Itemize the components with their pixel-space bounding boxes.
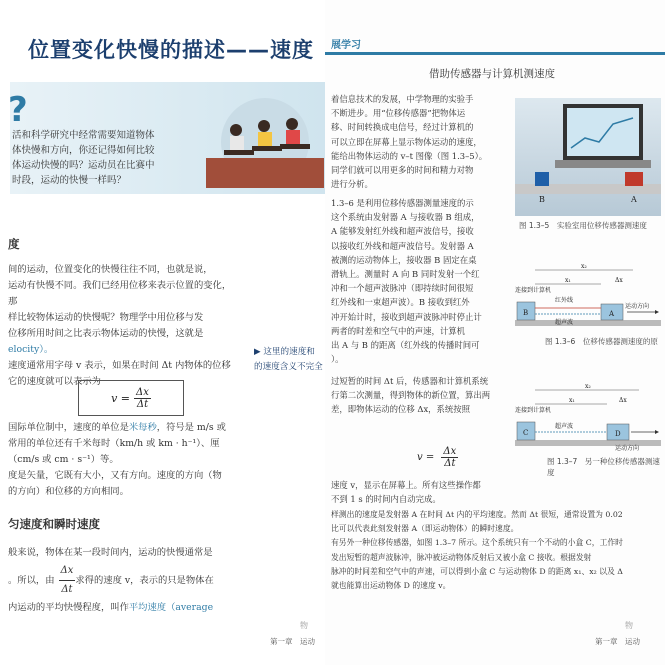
paragraph-3: [331, 374, 507, 417]
text-line: 速度通常用字母 v 表示，如果在时间 Δt 内物体的位移: [8, 360, 231, 371]
text-line: 这个系统由发射器 A 与接收器 B 组成，: [331, 212, 480, 223]
formula-denominator: Δt: [444, 458, 456, 469]
label-c: C: [523, 429, 529, 437]
text-line: 常用的单位还有千米每时（km/h 或 km · h⁻¹）、厘: [8, 438, 220, 449]
text-line: 滑轨上。测量时 A 向 B 同时发射一个红: [331, 269, 480, 280]
text-line: 能给出物体运动的 v–t 图像（图 1.3–5）。: [331, 150, 488, 161]
text-line: 脉冲的时间差和空气中的声速，可以得到小盒 C 与运动物体 D 的距离 x₁、x₂ 以及 Δ: [331, 566, 623, 576]
side-note: [254, 345, 330, 375]
label-x2: x₂: [581, 263, 587, 270]
text-line: 着信息技术的发展，中学物理的实验手: [331, 94, 474, 104]
text-line: 比可以代表此刻发射器 A（即运动物体）的瞬时速度。: [331, 524, 519, 534]
text-line: 差，即物体运动的位移 Δx，系统按照: [331, 404, 471, 415]
text-line: 就也能算出运动物体 D 的速度 v。: [331, 581, 451, 591]
paragraph-4: [331, 478, 521, 506]
figure-caption: 图 1.3–5 实验室用位移传感器测速度: [519, 221, 647, 230]
average-velocity-paragraph: [8, 544, 240, 617]
unit-term: 米每秒: [128, 422, 157, 433]
sprinters-image: [206, 96, 324, 188]
banner-line: 体快慢和方向，你还记得如何比较: [12, 145, 155, 156]
text-line: 度是矢量，它既有大小，又有方向。速度的方向（物: [8, 470, 222, 481]
paragraph-2: [331, 196, 507, 366]
label-d: D: [615, 430, 621, 438]
photo-label-b: B: [539, 195, 545, 204]
label-direction: 运动方向: [625, 303, 650, 310]
watermark: 物: [300, 621, 308, 630]
label-ultrasonic: 超声波: [555, 423, 574, 430]
velocity-formula-right: [417, 446, 458, 469]
label-ultrasonic: 超声波: [555, 319, 574, 326]
label-x1: x₁: [569, 397, 575, 404]
text-line: 间的运动，位置变化的快慢往往不同，也就是说，: [8, 264, 213, 275]
page-footer: 第一章 运动: [270, 637, 315, 646]
watermark: 物: [625, 621, 633, 630]
page-title: 位置变化快慢的描述——速度: [28, 38, 314, 62]
label-dx: Δx: [619, 397, 627, 404]
text-span: 求得的速度 v，表示的只是物体在: [75, 575, 214, 586]
label-computer: 连接到计算机: [515, 287, 552, 294]
text-line: 两者的时差和空气中的声速，计算机: [331, 325, 465, 336]
average-velocity-term: 平均速度: [128, 602, 167, 613]
text-line: 被测的运动物体上，接收器 B 固定在桌: [331, 254, 477, 265]
label-a: A: [609, 310, 615, 318]
formula-denominator: Δt: [136, 398, 149, 410]
text-line: 冲开始计时，接收到超声波脉冲时停止计: [331, 311, 482, 322]
left-page: [0, 0, 332, 665]
figure-caption: 图 1.3–6 位移传感器测速度的原: [545, 337, 658, 346]
text-line: 位移所用时间之比表示物体运动的快慢，这就是: [8, 328, 204, 339]
text-line: 以接收红外线和超声波信号。发射器 A: [331, 240, 474, 251]
banner-text: [12, 128, 180, 188]
text-line: 可以立即在屏幕上显示物体运动的速度，: [331, 136, 482, 147]
velocity-formula: [78, 380, 184, 416]
formula-fraction: [441, 446, 458, 469]
text-line: ）。: [331, 354, 344, 365]
right-page: [325, 0, 665, 665]
fraction-den: Δt: [61, 584, 73, 595]
text-line: 移、时间转换成电信号，经过计算机的: [331, 122, 474, 133]
text-line: 行第二次测量，得到物体的新位置，算出两: [331, 390, 491, 401]
side-note-line: ▶ 这里的速度和: [254, 347, 315, 357]
text-span: 国际单位制中，速度的单位是: [8, 422, 129, 433]
text-line: 般来说，物体在某一段时间内，运动的快慢通常是: [8, 547, 213, 558]
text-line: 进行分析。: [331, 179, 373, 190]
text-line: 它的速度就可以表示为: [8, 376, 101, 387]
sensor-diagram-1: [515, 262, 661, 334]
text-line: 发出短暂的超声波脉冲，脉冲被运动物体反射后又被小盒 C 接收。根据发射: [331, 552, 592, 562]
label-infrared: 红外线: [555, 297, 574, 304]
banner-line: 时段，运动的快慢一样吗？: [12, 175, 127, 186]
velocity-paragraph: [8, 262, 236, 390]
text-line: 有另外一种位移传感器，如图 1.3–7 所示。这个系统只有一个不动的小盒 C，工作时: [331, 538, 623, 548]
banner-line: 体运动快慢的吗？运动员在比赛中: [12, 160, 155, 171]
text-span: ，符号是 m/s 或: [156, 422, 226, 433]
label-direction: 运动方向: [615, 445, 640, 452]
header-stripe: [325, 52, 665, 55]
photo-label-a: A: [631, 195, 637, 204]
formula-numerator: Δx: [443, 446, 457, 457]
formula-lhs: v =: [417, 452, 435, 463]
formula-numerator: Δx: [136, 386, 149, 398]
text-line: 冲和一个超声波脉冲（即持续时间很短: [331, 283, 474, 294]
text-line: [8, 420, 240, 436]
text-line: 出 A 与 B 的距离（红外线的传播时间可: [331, 340, 480, 351]
paragraph-1: [331, 92, 507, 191]
text-line: 样测出的速度是发射器 A 在时间 Δt 内的平均速度。然而 Δt 很短，通常设置为 0.02: [331, 510, 623, 519]
inline-fraction: [59, 562, 76, 599]
text-line: 的方向）和位移的方向相同。: [8, 486, 129, 497]
text-span: 内运动的平均快慢程度，叫作: [8, 602, 129, 613]
text-line: 1.3–6 是利用位移传感器测量速度的示: [331, 198, 474, 208]
text-line: 不断进步。用“位移传感器”把物体运: [331, 108, 466, 119]
text-line: （cm/s 或 cm · s⁻¹）等。: [8, 454, 119, 465]
sensor-diagram-2: [515, 382, 661, 454]
text-line: 运动有快慢不同。我们已经用位移来表示位置的变化，那: [8, 280, 232, 307]
banner-line: 活和科学研究中经常需要知道物体: [12, 130, 155, 141]
figure-caption: 图 1.3–7 另一种位移传感器测速度: [547, 457, 660, 477]
text-line: [8, 599, 240, 617]
text-span: （average: [166, 602, 214, 613]
side-note-line: 的速度含义不完全: [254, 362, 323, 372]
formula-lhs: v =: [111, 391, 131, 405]
text-line: 同学们就可以用更多的时间和精力对物: [331, 165, 474, 176]
label-dx: Δx: [615, 277, 623, 284]
text-line: 样比较物体运动的快慢呢？物理学中用位移与发: [8, 312, 204, 323]
section-heading-average-velocity: 匀速度和瞬时速度: [8, 517, 100, 531]
sensor-photo: [515, 98, 661, 216]
text-line: 速度 v，显示在屏幕上。所有这些操作都: [331, 480, 481, 490]
fraction-num: Δx: [59, 562, 76, 581]
text-line: 红外线和一束超声波）。B 接收到红外: [331, 297, 470, 308]
extension-header: 展学习: [331, 40, 361, 51]
text-line: 过短暂的时间 Δt 后，传感器和计算机系统: [331, 376, 489, 386]
page-footer: 第一章 运动: [595, 637, 640, 646]
section-title: 借助传感器与计算机测速度: [429, 68, 555, 80]
text-line: A 能够发射红外线和超声波信号，接收: [331, 226, 474, 237]
text-line: 不到 1 s 的时间内自动完成。: [331, 494, 441, 505]
label-x1: x₁: [565, 277, 571, 284]
question-mark-icon: ?: [8, 90, 28, 130]
formula-fraction: [134, 387, 151, 410]
unit-paragraph: [8, 420, 240, 500]
label-computer: 连接到计算机: [515, 407, 552, 414]
text-span: 。所以，由: [8, 575, 55, 586]
section-heading-velocity: 度: [8, 237, 20, 251]
text-line: [8, 562, 240, 599]
velocity-term: elocity）。: [8, 344, 54, 355]
label-x2: x₂: [585, 383, 591, 390]
paragraph-5: [331, 508, 661, 593]
label-b: B: [523, 309, 529, 317]
